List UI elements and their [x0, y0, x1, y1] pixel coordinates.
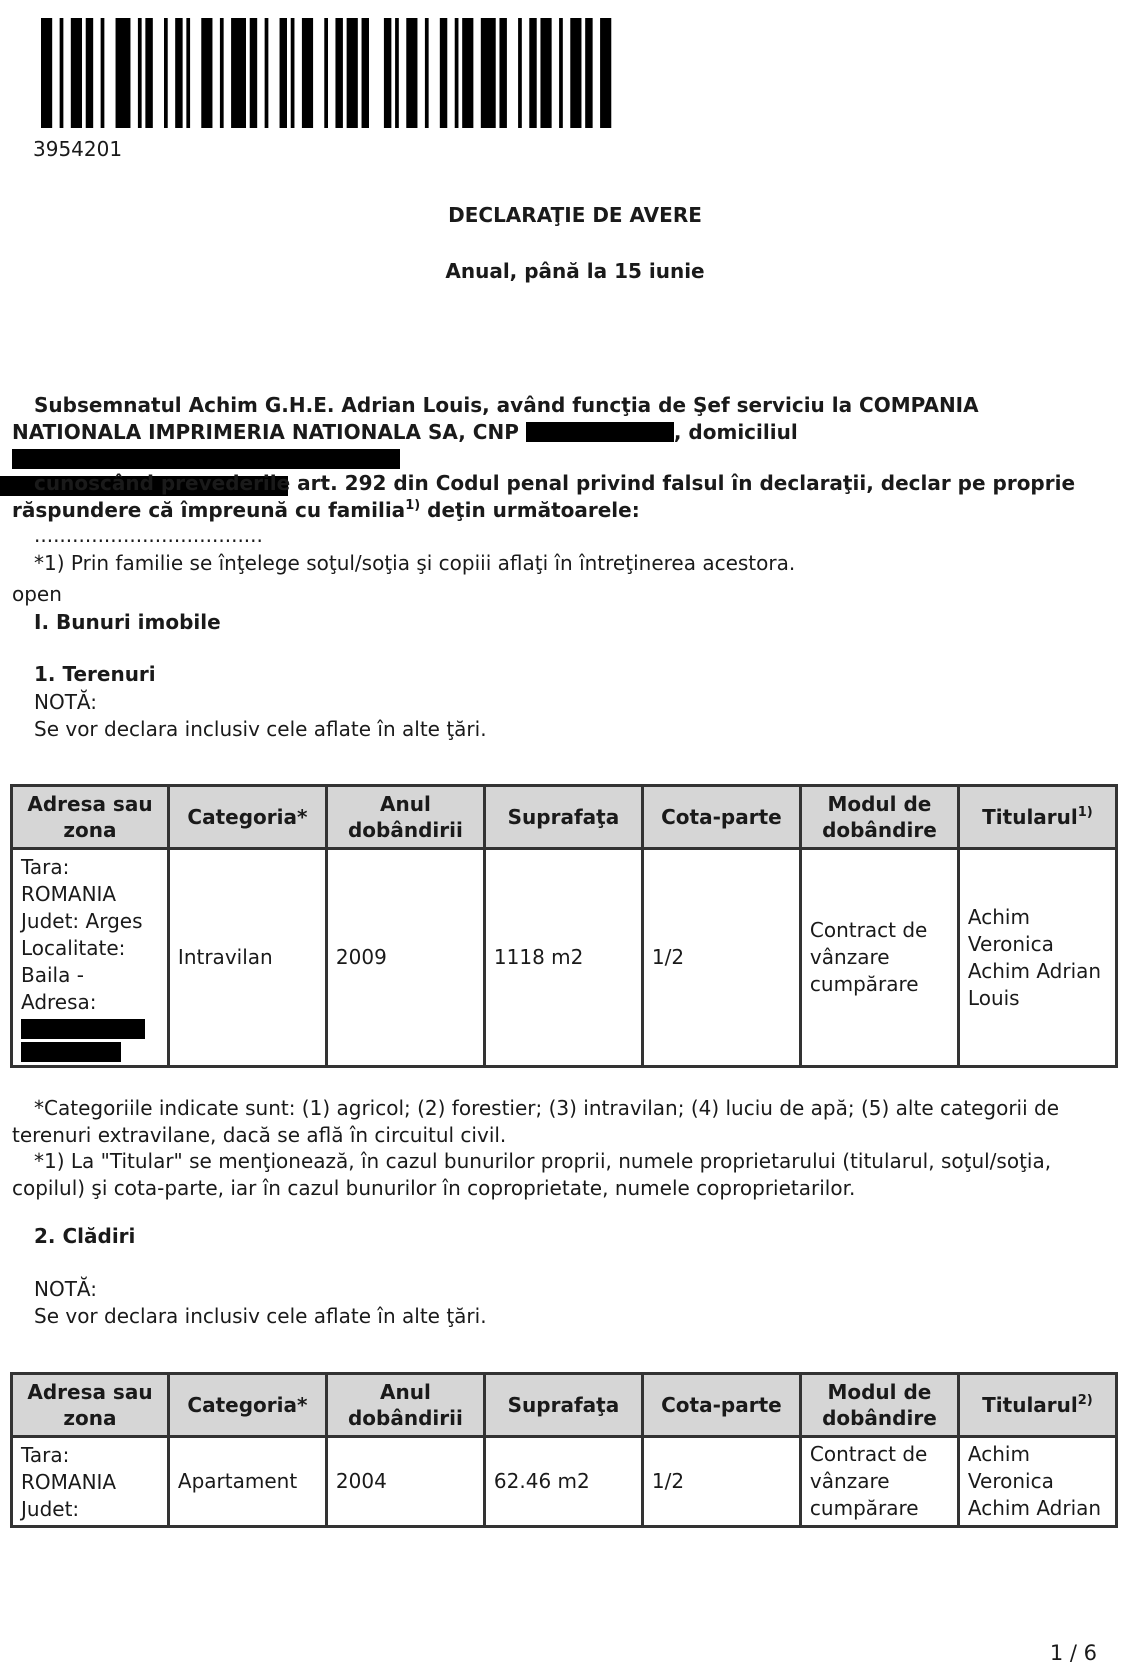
statement-end: deţin următoarele:	[420, 498, 640, 522]
terenuri-nota-text: Se vor declara inclusiv cele aflate în alte ţări.	[34, 717, 487, 741]
address-line: Tara:	[21, 855, 70, 879]
barcode-bar	[585, 18, 592, 128]
address-line: Localitate:	[21, 936, 126, 960]
declarant-intro: Subsemnatul Achim G.H.E. Adrian Louis, având funcţia de Şef serviciu la COMPANIA NATIONALA IMPRIMERIA NATIONALA SA, CNP	[12, 393, 979, 444]
col-header-mode: Modul de dobândire	[800, 786, 958, 849]
category-cell: Apartament	[168, 1437, 326, 1527]
mode-cell: Contract de vânzare cumpărare	[800, 1437, 958, 1527]
barcode-bar	[302, 18, 313, 128]
barcode-bar	[71, 18, 82, 128]
col-header-area: Suprafaţa	[484, 1374, 642, 1437]
statement-main: cunoscând prevederile art. 292 din Codul penal privind falsul în declaraţii, declar pe proprie răspundere că împreună cu familia	[12, 471, 1076, 522]
table-row	[12, 1437, 1117, 1527]
cladiri-nota-label: NOTĂ:	[34, 1277, 97, 1301]
address-line: Adresa:	[21, 990, 97, 1014]
barcode-bar	[201, 18, 212, 128]
barcode-bar	[280, 18, 287, 128]
barcode-bar	[499, 18, 506, 128]
redacted-address	[12, 449, 400, 469]
col-header-category: Categoria*	[168, 1374, 326, 1437]
barcode-bar	[406, 18, 417, 128]
barcode-bar	[362, 18, 369, 128]
barcode-bar	[462, 18, 473, 128]
redacted-cnp	[526, 422, 674, 442]
share-cell: 1/2	[642, 849, 800, 1067]
address-line: Judet: Arges	[21, 909, 143, 933]
barcode-bar	[265, 18, 269, 128]
holder-footnote-ref: 2)	[1077, 1393, 1093, 1408]
statement-paragraph	[12, 470, 1097, 524]
statement-footnote-ref: 1)	[405, 498, 421, 513]
address-line: ROMANIA	[21, 882, 117, 906]
col-header-holder: Titularul$^{2)}$	[958, 1374, 1116, 1437]
cladiri-heading: 2. Clădiri	[34, 1224, 136, 1248]
address-cell	[12, 1437, 169, 1527]
table-row	[12, 849, 1117, 1067]
col-header-address: Adresa sau zona	[12, 1374, 169, 1437]
mode-cell: Contract de vânzare cumpărare	[800, 849, 958, 1067]
category-cell: Intravilan	[168, 849, 326, 1067]
terenuri-table	[10, 784, 1118, 1068]
document-id: 3954201	[33, 137, 123, 161]
col-header-category: Categoria*	[168, 786, 326, 849]
barcode-bar	[138, 18, 142, 128]
barcode-bar	[145, 18, 152, 128]
col-header-mode: Modul de dobândire	[800, 1374, 958, 1437]
barcode-bar	[101, 18, 105, 128]
page-number: 1 / 6	[1049, 1641, 1097, 1665]
col-header-area: Suprafaţa	[484, 786, 642, 849]
section-heading-immovable: I. Bunuri imobile	[34, 610, 221, 634]
barcode-bar	[250, 18, 257, 128]
titular-note: *1) La "Titular" se menţionează, în cazul bunurilor proprii, numele proprietarului (titularul, soţul/soţia, copilul) şi cota-parte, iar în cazul bunurilor în coproprietate, numele coproprietarilor.	[12, 1149, 1052, 1200]
barcode-bar	[518, 18, 522, 128]
family-note: *1) Prin familie se înţelege soţul/soţia şi copiii aflaţi în întreţinerea acestora.	[34, 551, 796, 575]
barcode-bar	[220, 18, 224, 128]
cladiri-header-row	[12, 1374, 1117, 1437]
barcode-bar	[481, 18, 496, 128]
year-cell: 2004	[326, 1437, 484, 1527]
area-cell: 62.46 m2	[484, 1437, 642, 1527]
barcode-bar	[425, 18, 429, 128]
year-cell: 2009	[326, 849, 484, 1067]
open-label: open	[12, 582, 62, 606]
barcode-bar	[291, 18, 295, 128]
barcode-bar	[231, 18, 246, 128]
holder-cell: Achim Veronica Achim Adrian	[958, 1437, 1116, 1527]
barcode-bar	[440, 18, 447, 128]
address-line: Judet:	[21, 1497, 80, 1521]
col-header-holder: Titularul$^{1)}$	[958, 786, 1116, 849]
redacted-land-address-continued	[21, 1042, 121, 1062]
area-cell: 1118 m2	[484, 849, 642, 1067]
col-header-share: Cota-parte	[642, 1374, 800, 1437]
domiciliu-label: , domiciliul	[673, 420, 798, 444]
terenuri-header-row	[12, 786, 1117, 849]
holder-footnote-ref: 1)	[1077, 805, 1093, 820]
barcode-bar	[347, 18, 358, 128]
dotted-line: ....................................	[34, 523, 263, 547]
document-title: DECLARAŢIE DE AVERE	[448, 203, 702, 227]
barcode-bar	[60, 18, 64, 128]
categories-note: *Categoriile indicate sunt: (1) agricol; (2) forestier; (3) intravilan; (4) luciu de apă; (5) alte categorii de terenuri extravilane, dacă se află în circuitul civil.	[12, 1096, 1060, 1147]
barcode-bar	[186, 18, 190, 128]
barcode-bar	[455, 18, 459, 128]
barcode-bar	[116, 18, 131, 128]
address-line: Tara:	[21, 1443, 70, 1467]
address-line: ROMANIA	[21, 1470, 117, 1494]
barcode-bar	[86, 18, 93, 128]
barcode-bar	[570, 18, 581, 128]
address-cell	[12, 849, 169, 1067]
barcode-bar	[384, 18, 391, 128]
holder-cell: Achim Veronica Achim Adrian Louis	[958, 849, 1116, 1067]
barcode-bar	[324, 18, 328, 128]
document-subtitle: Anual, până la 15 iunie	[445, 259, 705, 283]
barcode-bar	[540, 18, 551, 128]
col-header-year: Anul dobândirii	[326, 1374, 484, 1437]
address-line: Baila -	[21, 963, 84, 987]
barcode-bar	[529, 18, 536, 128]
barcode-bar	[600, 18, 611, 128]
barcode-bar	[164, 18, 168, 128]
barcode-bar	[41, 18, 52, 128]
cladiri-nota-text: Se vor declara inclusiv cele aflate în alte ţări.	[34, 1304, 487, 1328]
terenuri-heading: 1. Terenuri	[34, 662, 156, 686]
barcode-bar	[175, 18, 182, 128]
barcode-bar	[395, 18, 399, 128]
share-cell: 1/2	[642, 1437, 800, 1527]
col-header-address: Adresa sau zona	[12, 786, 169, 849]
col-header-year: Anul dobândirii	[326, 786, 484, 849]
col-header-share: Cota-parte	[642, 786, 800, 849]
barcode-bar	[559, 18, 563, 128]
barcode-bar	[335, 18, 342, 128]
terenuri-nota-label: NOTĂ:	[34, 690, 97, 714]
redacted-land-address	[21, 1019, 145, 1039]
cladiri-table	[10, 1372, 1118, 1528]
barcode-image	[41, 18, 615, 128]
